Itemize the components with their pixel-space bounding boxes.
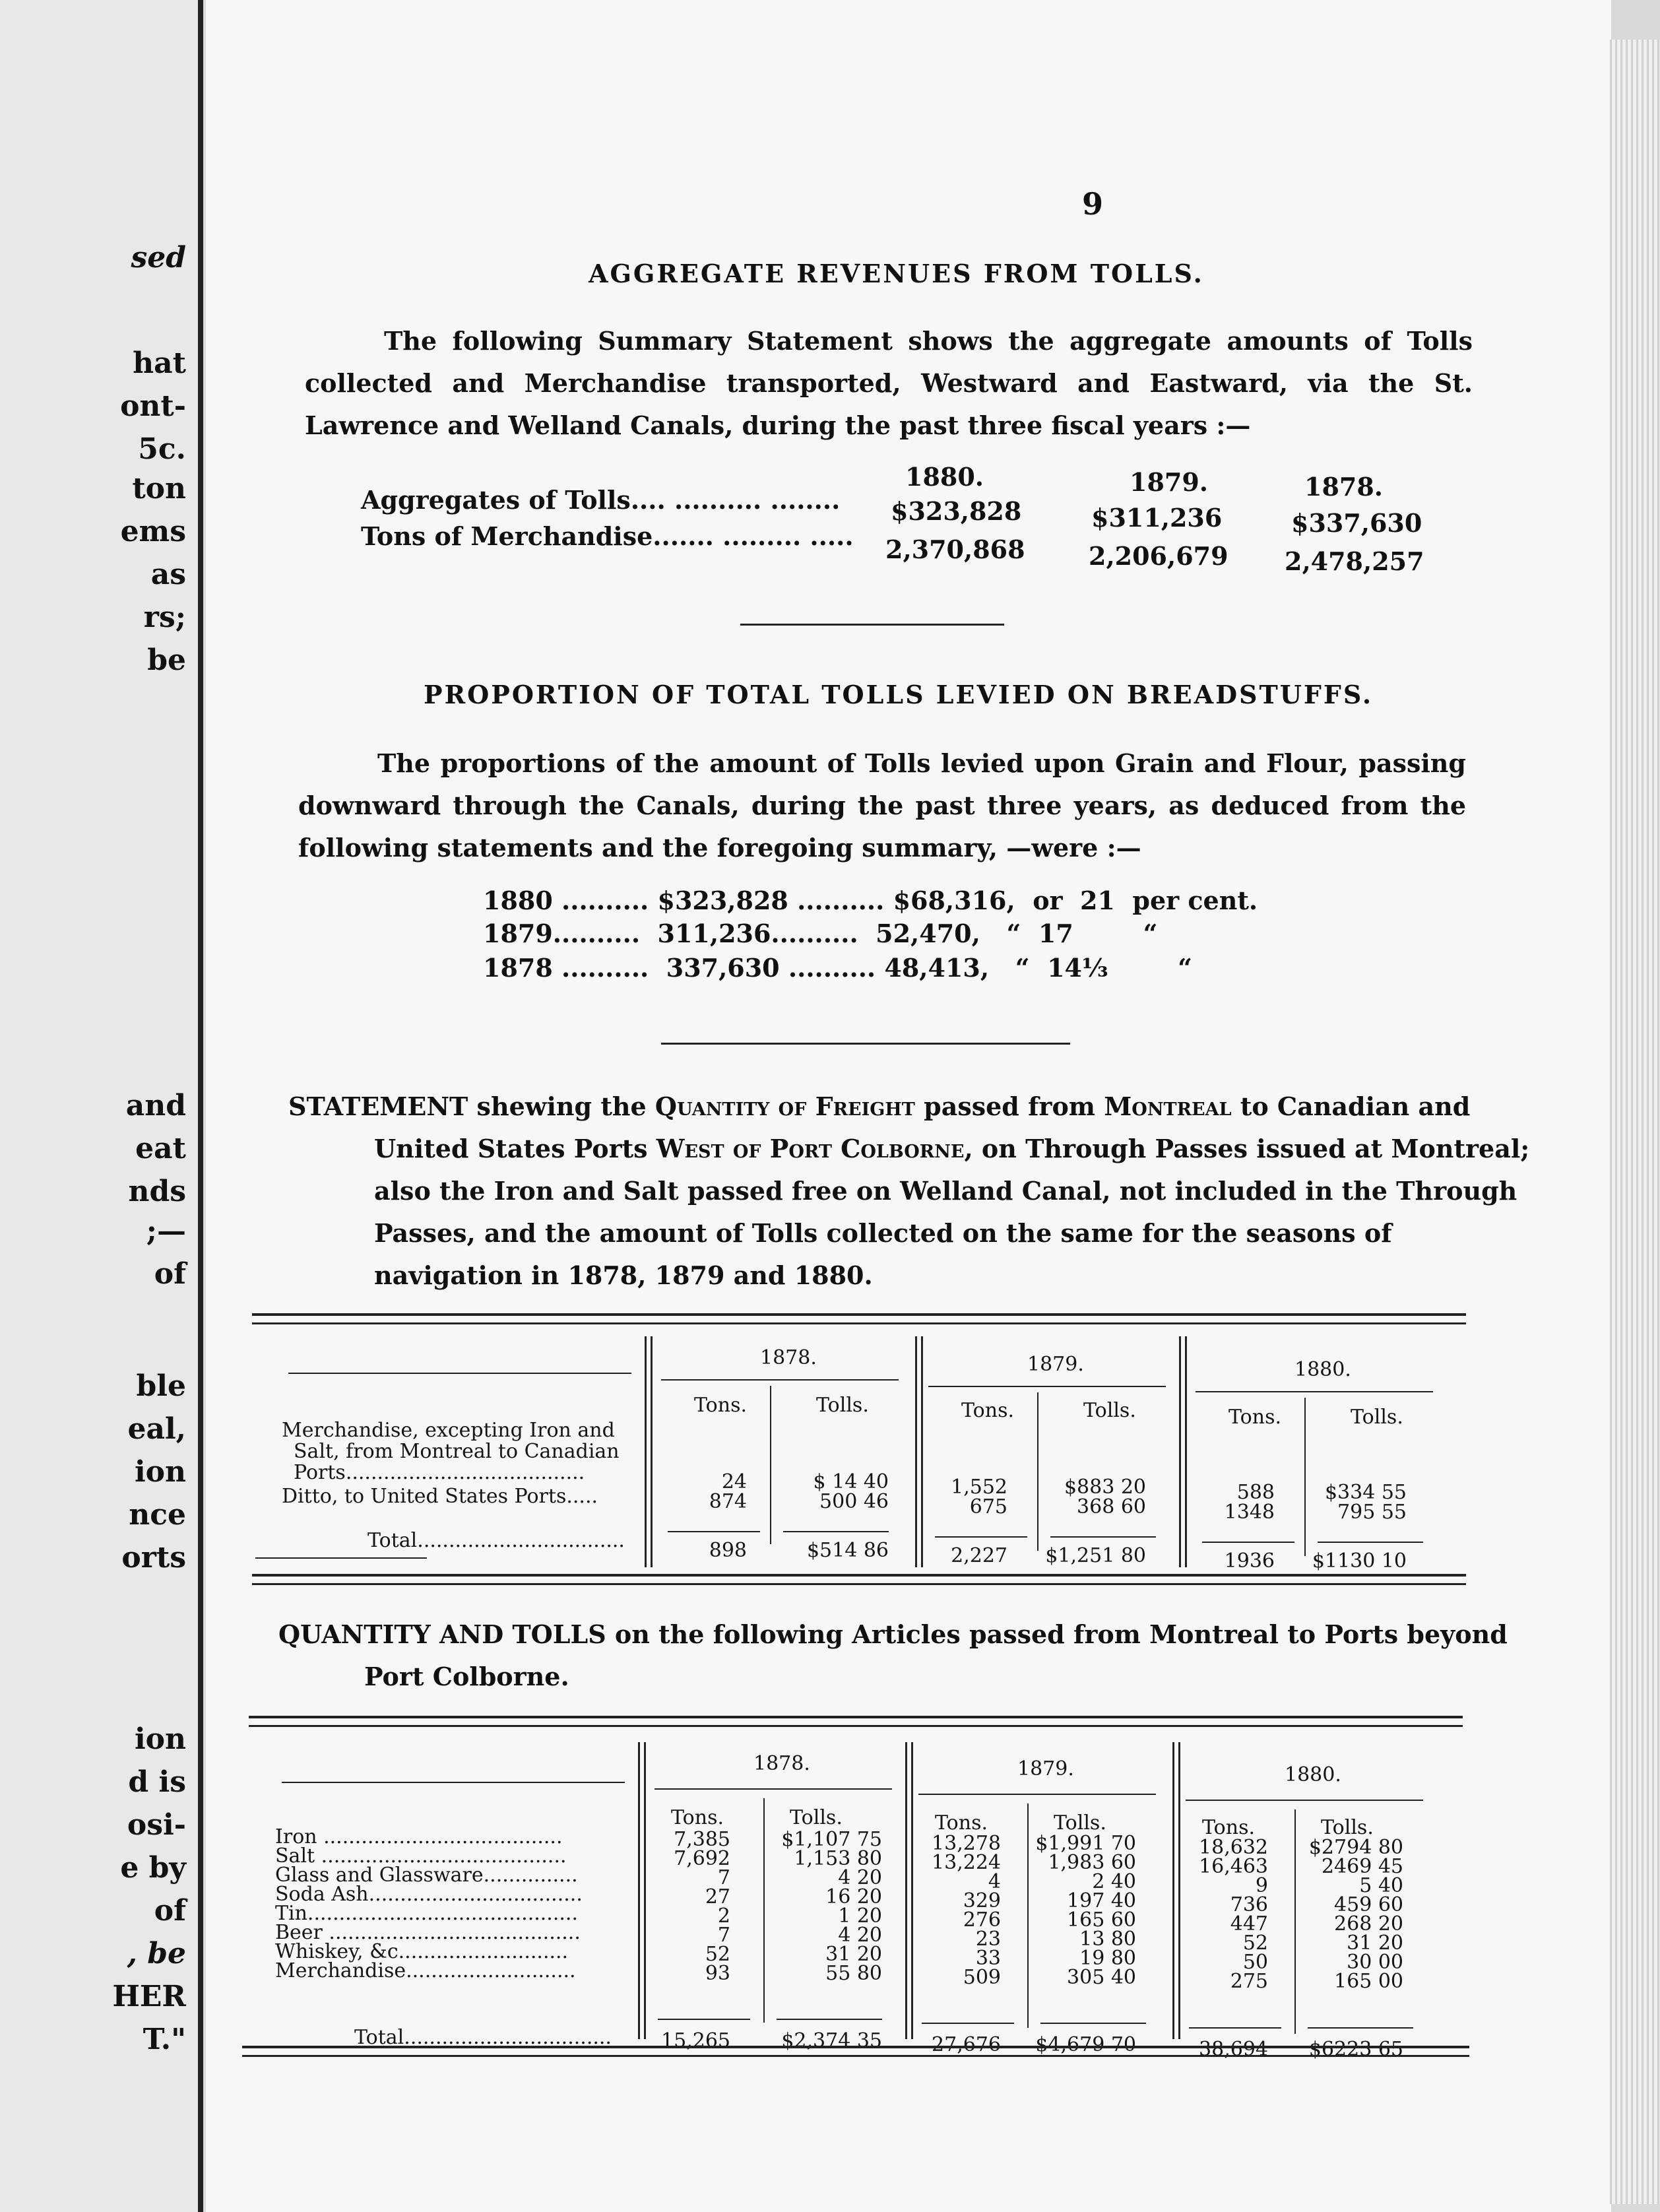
proportion-paragraph-text: The proportions of the amount of Tolls levied upon Grain and Flour, passing downward through the Canals, during the past three years, as deduced from the following statements and the foregoing summary, —were :— [298,748,1466,862]
aggregate-paragraph-text: The following Summary Statement shows the aggregate amounts of Tolls collected and Merchandise transported, Westward and Eastward, via the St. Lawrence and Welland Canals, during the past three fiscal years :— [305,326,1473,440]
table2-tolls-cell: 4 20 [838,1866,882,1889]
tolls-1880: $323,828 [891,496,1022,526]
table1-col-tons: Tons. [694,1394,747,1417]
table1-total-tons: 898 [709,1539,747,1562]
table2-row-label: Beer ........................................ [275,1921,581,1944]
facing-page-text: ion [134,1722,186,1756]
table2-tolls-cell: 4 20 [838,1924,882,1947]
facing-page-text: T." [143,2023,186,2056]
table2-year-1: 1879. [1017,1757,1074,1780]
table2-col-tolls: Tolls. [1321,1816,1374,1839]
table1-row-label: Ports...................................... [294,1461,585,1484]
table2-tons-cell: 18,632 [1199,1836,1268,1859]
table1-row-label: Ditto, to United States Ports..... [282,1485,598,1508]
table2-tolls-cell: 5 40 [1359,1874,1403,1897]
facing-page-text: be [147,643,186,677]
table2-col-tons: Tons. [935,1811,988,1835]
table1-total-tons: 2,227 [951,1544,1007,1567]
table2-tons-cell: 50 [1242,1951,1268,1974]
table2-tolls-cell: $2794 80 [1308,1836,1403,1859]
facing-page-text: e by [120,1851,186,1885]
table1-year-1: 1879. [1027,1353,1084,1376]
table2-tons-cell: 9 [1255,1874,1268,1897]
table2-tolls-cell: $1,107 75 [781,1828,882,1851]
table2-total-tolls: $6223 65 [1308,2038,1403,2061]
table2-tolls-cell: 55 80 [825,1962,882,1985]
year-1880: 1880. [905,462,984,492]
table1-col-tons: Tons. [961,1399,1014,1422]
tolls-1879: $311,236 [1091,503,1223,533]
table1-total-tolls: $1130 10 [1312,1549,1407,1573]
quantity-paragraph: QUANTITY AND TOLLS on the following Articles passed from Montreal to Ports beyond Port Colborne. [278,1619,1508,1691]
table2-total-tons: 38,694 [1199,2038,1268,2061]
table-column-separator [905,1742,907,2039]
table2-total-tolls: $4,679 70 [1035,2033,1136,2056]
table1-col-tolls: Tolls. [1083,1399,1136,1422]
table1-tolls-cell: 795 55 [1337,1501,1407,1524]
table1-tons-cell: 1348 [1224,1501,1275,1524]
table1-tolls-cell: 500 46 [819,1490,889,1513]
table1-tons-cell: 675 [969,1495,1007,1518]
table2-tons-cell: 7,692 [674,1847,730,1870]
table-column-separator [644,1742,646,2039]
table1-tons-cell: 588 [1236,1481,1275,1504]
table2-sum-rule [1040,2023,1146,2024]
tons-1880: 2,370,868 [885,535,1025,564]
tons-row-label: Tons of Merchandise....... ......... ..... [361,521,854,551]
facing-page-text: sed [131,241,186,275]
table2-tolls-cell: $1,991 70 [1035,1832,1136,1855]
table1-total-tolls: $514 86 [806,1539,889,1562]
facing-page-text: ems [120,515,186,548]
table-column-separator [1178,1742,1180,2039]
table2-tolls-cell: 197 40 [1067,1889,1136,1912]
table1-tons-cell: 1,552 [951,1476,1007,1499]
table2-total-tolls: $2,374 35 [781,2029,882,2052]
table2-tons-cell: 4 [988,1870,1001,1893]
facing-page-text: osi- [127,1808,186,1842]
facing-page-text: orts [121,1541,186,1575]
table1-total-label: Total................................. [367,1529,625,1552]
table2-tolls-cell: 16 20 [825,1885,882,1908]
table1-tons-cell: 874 [709,1490,747,1513]
table2-total-label: Total................................. [354,2026,612,2049]
table2-tons-cell: 27 [705,1885,730,1908]
table2-tons-cell: 52 [1242,1932,1268,1955]
year-1878: 1878. [1304,472,1383,502]
table2-row-label: Tin........................................... [275,1902,578,1925]
table2-tons-cell: 736 [1230,1893,1268,1916]
table2-tons-cell: 276 [963,1908,1001,1932]
aggregate-heading: AGGREGATE REVENUES FROM TOLLS. [589,259,1204,288]
table-column-separator [911,1742,913,2039]
table2-tons-cell: 2 [717,1904,730,1928]
table2-tolls-cell: 268 20 [1334,1912,1403,1936]
table2-tolls-cell: 2 40 [1092,1870,1136,1893]
facing-page-text: d is [128,1765,186,1799]
tolls-1878: $337,630 [1291,508,1422,538]
table2-tons-cell: 7,385 [674,1828,730,1851]
facing-page-text: rs; [143,601,186,634]
table1-col-tons: Tons. [1229,1406,1281,1429]
table2-total-tons: 15,265 [661,2029,730,2052]
table2-tolls-cell: 31 20 [825,1943,882,1966]
table2-tolls-cell: 165 60 [1067,1908,1136,1932]
table2-year-2: 1880. [1285,1763,1341,1786]
table2-tolls-cell: 305 40 [1067,1966,1136,1989]
table2-tolls-cell: 1 20 [838,1904,882,1928]
table1-row-label: Salt, from Montreal to Canadian [294,1440,620,1463]
table2-tons-cell: 16,463 [1199,1855,1268,1878]
table2-sum-rule [922,2023,1014,2024]
facing-page-text: nds [128,1175,186,1208]
facing-page-text: and [125,1089,186,1122]
table2-tolls-cell: 1,983 60 [1048,1851,1136,1874]
table2-tons-cell: 33 [975,1947,1001,1970]
table2-tons-cell: 329 [963,1889,1001,1912]
table2-tons-cell: 275 [1230,1970,1268,1993]
page-number: 9 [1082,186,1104,222]
facing-page-text: as [150,558,186,591]
table2-tolls-cell: 13 80 [1079,1928,1136,1951]
table1-col-tolls: Tolls. [816,1394,869,1417]
proportion-row-1879: 1879.......... 311,236.......... 52,470, “ 17 “ [483,919,1158,948]
table1-row-label: Merchandise, excepting Iron and [282,1419,615,1442]
table2-col-tons: Tons. [671,1806,724,1829]
articles-table [206,0,1611,2212]
facing-page-text: , be [127,1937,186,1970]
table2-tons-cell: 7 [717,1866,730,1889]
proportion-row-1878: 1878 .......... 337,630 .......... 48,413, “ 14⅓ “ [483,953,1193,983]
table2-tolls-cell: 459 60 [1334,1893,1403,1916]
table-column-separator [638,1742,640,2039]
facing-page-fragment [0,0,203,2212]
table2-col-tolls: Tolls. [790,1806,843,1829]
table1-year-0: 1878. [760,1346,817,1369]
table2-tons-cell: 93 [705,1962,730,1985]
tolls-row-label: Aggregates of Tolls.... .......... ........ [361,485,841,515]
table2-tolls-cell: 31 20 [1347,1932,1403,1955]
facing-page-text: HER [112,1980,186,2013]
table2-year-rule [918,1794,1156,1795]
table1-tolls-cell: $334 55 [1324,1481,1407,1504]
table2-tons-cell: 23 [975,1928,1001,1951]
table2-tons-cell: 447 [1230,1912,1268,1936]
table2-tolls-cell: 1,153 80 [794,1847,882,1870]
table1-tolls-cell: $ 14 40 [813,1470,889,1493]
table2-sum-rule [658,2019,750,2020]
table2-total-tons: 27,676 [932,2033,1001,2056]
table2-col-tolls: Tolls. [1054,1811,1106,1835]
table1-year-2: 1880. [1294,1358,1351,1381]
facing-page-text: ;— [146,1214,186,1248]
table2-row-label: Glass and Glassware............... [275,1864,578,1887]
tons-1878: 2,478,257 [1285,546,1424,576]
table2-bottom-rule [242,2046,1469,2057]
tons-1879: 2,206,679 [1089,541,1229,571]
table2-sum-rule [1308,2027,1413,2029]
table1-tolls-cell: 368 60 [1077,1495,1146,1518]
proportion-heading: PROPORTION OF TOTAL TOLLS LEVIED ON BREADSTUFFS. [424,680,1374,709]
facing-page-text: of [154,1257,186,1291]
table2-sum-rule [1189,2027,1281,2029]
table2-tons-cell: 7 [717,1924,730,1947]
facing-page-text: ion [134,1455,186,1489]
facing-page-text: of [154,1894,186,1928]
facing-page-text: hat [133,346,186,380]
table-header-rule [282,1782,625,1783]
facing-page-text: ton [132,472,186,505]
table2-tolls-cell: 19 80 [1079,1947,1136,1970]
table1-tons-cell: 24 [721,1470,747,1493]
table2-tons-cell: 13,278 [932,1832,1001,1855]
statement-paragraph: STATEMENT shewing the Quantity of Freight passed from Montreal to Canadian and United States Ports West of Port Colborne, on Through Passes issued at Montreal; also the Iron and Salt passed free on Welland Canal, not included in the Through Passes, and the amount of Tolls collected on the same for the seasons of navigation in 1878, 1879 and 1880. [288,1091,1530,1290]
facing-page-text: eat [135,1132,186,1165]
facing-page-text: nce [129,1498,186,1532]
facing-page-text: 5c. [138,432,186,466]
table-column-separator [1172,1742,1174,2039]
table2-tons-cell: 13,224 [932,1851,1001,1874]
table2-tolls-cell: 165 00 [1334,1970,1403,1993]
table1-col-tolls: Tolls. [1351,1406,1403,1429]
table2-year-rule [1186,1800,1423,1801]
table2-tons-cell: 509 [963,1966,1001,1989]
table2-tolls-cell: 30 00 [1347,1951,1403,1974]
facing-page-text: ble [136,1369,186,1403]
book-page [206,0,1611,2212]
table2-tons-cell: 52 [705,1943,730,1966]
year-1879: 1879. [1130,467,1208,497]
facing-page-text: eal, [127,1412,186,1446]
table2-row-label: Salt ....................................... [275,1844,567,1868]
table2-tolls-cell: 2469 45 [1321,1855,1403,1878]
table2-sum-rule [777,2019,882,2020]
table2-row-label: Merchandise........................... [275,1959,576,1982]
proportion-row-1880: 1880 .......... $323,828 .......... $68,316, or 21 per cent. [483,886,1258,915]
table2-col-tons: Tons. [1202,1816,1255,1839]
table2-row-label: Whiskey, &c........................... [275,1940,569,1963]
table1-total-tolls: $1,251 80 [1045,1544,1146,1567]
table2-year-rule [654,1788,892,1790]
table2-row-label: Soda Ash.................................. [275,1883,583,1906]
table2-year-0: 1878. [753,1752,810,1775]
table1-total-tons: 1936 [1224,1549,1275,1573]
table2-row-label: Iron ...................................... [275,1825,563,1848]
table1-tolls-cell: $883 20 [1064,1476,1146,1499]
page-stack-edge [1610,40,1660,2204]
facing-page-text: ont- [120,389,186,423]
